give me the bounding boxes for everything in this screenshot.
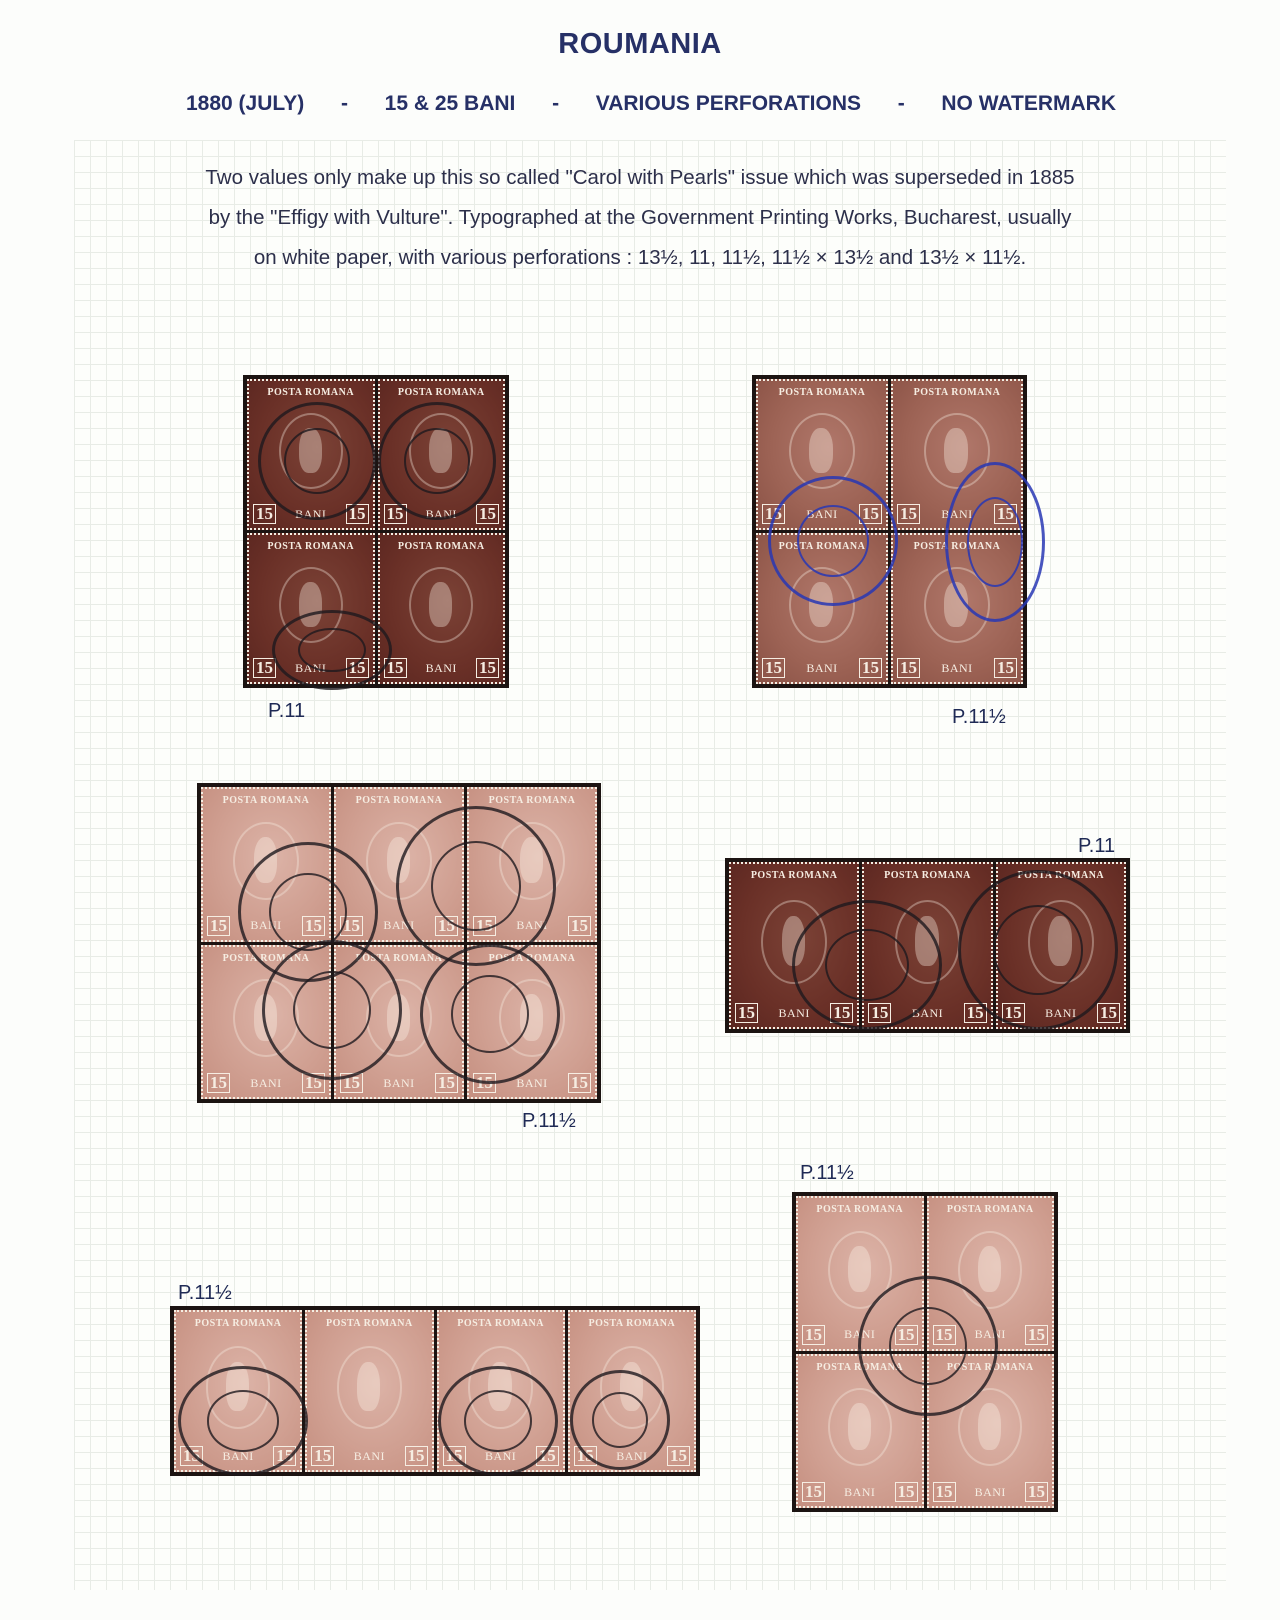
stamp-value-left: 15 [473, 1073, 496, 1093]
stamp-footer [380, 658, 504, 682]
stamp-currency: BANI [295, 506, 327, 521]
stamp-header: POSTA ROMANA [488, 952, 576, 964]
stamp-currency: BANI [295, 660, 327, 675]
stamp-footer [758, 658, 886, 682]
portrait-icon [499, 822, 565, 900]
portrait-icon [1028, 900, 1094, 985]
stamp-value-right: 15 [405, 1446, 428, 1466]
stamp-value-right: 15 [994, 504, 1017, 524]
stamp-footer [570, 1446, 694, 1470]
stamp-value-left: 15 [802, 1325, 825, 1345]
stamp-footer [380, 504, 504, 528]
stamp-header: POSTA ROMANA [816, 1204, 904, 1215]
stamp-value-right: 15 [568, 916, 591, 936]
perf-label-block-2: P.11½ [952, 706, 1006, 728]
stamp-header: POSTA ROMANA [488, 795, 576, 806]
stamp-footer [469, 916, 595, 940]
description-line: by the "Effigy with Vulture". Typographed at the Government Printing Works, Bucharest, usually [208, 206, 1072, 229]
stamp [756, 379, 888, 530]
stamp-value-right: 15 [476, 658, 499, 678]
stamp-value-left: 15 [340, 1073, 363, 1093]
stamp-footer [893, 658, 1021, 682]
stamp-footer [893, 504, 1021, 528]
stamp-currency: BANI [484, 1448, 517, 1463]
stamp-value-left: 15 [897, 658, 920, 678]
stamp-value-left: 15 [802, 1482, 825, 1502]
stamp-header: POSTA ROMANA [588, 1318, 676, 1329]
stamp-block-1 [243, 375, 509, 688]
stamp-currency: BANI [806, 660, 838, 675]
stamp-header: POSTA ROMANA [457, 1318, 544, 1329]
stamp-currency: BANI [250, 918, 282, 932]
stamp [378, 533, 506, 684]
portrait-icon [789, 413, 856, 489]
stamp [247, 533, 375, 684]
stamp [437, 1310, 565, 1472]
stamp-block-4 [725, 858, 1130, 1033]
stamp-value-right: 15 [302, 1073, 325, 1093]
stamp [467, 945, 597, 1100]
stamp-header: POSTA ROMANA [816, 1361, 904, 1373]
subtitle-separator: - [340, 92, 348, 115]
description-line: on white paper, with various perforations : 13½, 11, 11½, 11½ × 13½ and 13½ × 11½. [253, 246, 1027, 269]
stamp-currency: BANI [425, 660, 457, 675]
stamp-value-right: 15 [435, 1073, 458, 1093]
stamp-currency: BANI [425, 506, 457, 521]
stamp-header: POSTA ROMANA [750, 870, 838, 881]
stamp-value-left: 15 [762, 658, 785, 678]
stamp-value-right: 15 [1097, 1003, 1120, 1023]
portrait-icon [468, 1346, 533, 1428]
stamp-footer [336, 916, 462, 940]
subtitle-perforations: VARIOUS PERFORATIONS [595, 92, 862, 115]
stamp-header: POSTA ROMANA [397, 541, 485, 552]
stamp-header: POSTA ROMANA [913, 541, 1001, 552]
stamp-currency: BANI [383, 1075, 415, 1090]
stamp-value-right: 15 [830, 1003, 853, 1023]
stamp-footer [439, 1446, 563, 1470]
stamp-value-right: 15 [346, 658, 369, 678]
stamp [927, 1354, 1055, 1509]
stamp [756, 533, 888, 684]
stamp-value-left: 15 [384, 658, 407, 678]
stamp-value-left: 15 [897, 504, 920, 524]
stamp-value-right: 15 [964, 1003, 987, 1023]
stamp [796, 1196, 924, 1351]
stamp [996, 862, 1126, 1029]
perf-label-block-6: P.11½ [178, 1282, 232, 1304]
stamp-header: POSTA ROMANA [222, 952, 310, 964]
stamp-currency: BANI [844, 1327, 876, 1341]
stamp-currency: BANI [974, 1327, 1006, 1341]
stamp-currency: BANI [911, 1005, 944, 1020]
stamp-header: POSTA ROMANA [778, 541, 866, 552]
stamp-block-6 [170, 1306, 700, 1476]
stamp-value-left: 15 [207, 916, 230, 936]
stamp-header: POSTA ROMANA [884, 870, 971, 881]
portrait-icon [600, 1346, 665, 1428]
stamp-footer [798, 1482, 922, 1506]
subtitle-watermark: NO WATERMARK [941, 92, 1116, 115]
portrait-icon [279, 413, 343, 489]
stamp-value-left: 15 [933, 1482, 956, 1502]
portrait-icon [761, 900, 827, 985]
portrait-icon [958, 1388, 1022, 1466]
stamp-value-right: 15 [273, 1446, 296, 1466]
stamp-value-right: 15 [859, 504, 882, 524]
stamp-header: POSTA ROMANA [913, 387, 1001, 398]
perf-label-block-3: P.11½ [522, 1110, 576, 1132]
stamp-footer [864, 1003, 990, 1027]
stamp-footer [203, 916, 329, 940]
portrait-icon [366, 979, 432, 1057]
stamp-currency: BANI [353, 1448, 386, 1463]
stamp [891, 379, 1023, 530]
portrait-icon [366, 822, 432, 900]
portrait-icon [206, 1346, 271, 1428]
subtitle-year: 1880 (JULY) [186, 92, 305, 115]
page-title: ROUMANIA [558, 28, 722, 60]
stamp-footer [798, 1325, 922, 1349]
stamp [201, 945, 331, 1100]
stamp-value-right: 15 [536, 1446, 559, 1466]
stamp-footer [998, 1003, 1124, 1027]
stamp-header: POSTA ROMANA [222, 795, 310, 806]
subtitle-values: 15 & 25 BANI [384, 92, 516, 115]
stamp-currency: BANI [516, 918, 548, 932]
portrait-icon [499, 979, 565, 1057]
stamp-value-right: 15 [435, 916, 458, 936]
stamp [201, 787, 331, 942]
portrait-icon [924, 413, 991, 489]
stamp-header: POSTA ROMANA [355, 795, 443, 806]
stamp [891, 533, 1023, 684]
stamp-value-left: 15 [762, 504, 785, 524]
stamp-value-right: 15 [859, 658, 882, 678]
stamp-footer [929, 1325, 1053, 1349]
perf-label-block-4: P.11 [1078, 835, 1116, 857]
stamp-header: POSTA ROMANA [267, 387, 355, 398]
stamp [247, 379, 375, 530]
stamp [729, 862, 859, 1029]
subtitle-separator: - [897, 92, 905, 115]
stamp-block-2 [752, 375, 1027, 688]
stamp-currency: BANI [974, 1484, 1006, 1499]
stamp-value-right: 15 [895, 1482, 918, 1502]
stamp-value-left: 15 [868, 1003, 891, 1023]
stamp-value-right: 15 [346, 504, 369, 524]
stamp [334, 787, 464, 942]
stamp-currency: BANI [516, 1075, 548, 1090]
stamp-footer [203, 1073, 329, 1097]
stamp-currency: BANI [383, 918, 415, 932]
stamp-header: POSTA ROMANA [946, 1204, 1034, 1215]
stamp-currency: BANI [1045, 1005, 1077, 1020]
stamp-currency: BANI [222, 1448, 254, 1463]
stamp-header: POSTA ROMANA [946, 1361, 1034, 1373]
stamp-value-left: 15 [1002, 1003, 1025, 1023]
stamp-value-left: 15 [384, 504, 407, 524]
perf-label-block-5: P.11½ [800, 1162, 854, 1184]
stamp-value-left: 15 [933, 1325, 956, 1345]
stamp [378, 379, 506, 530]
stamp-currency: BANI [806, 506, 838, 521]
portrait-icon [337, 1346, 402, 1428]
stamp-value-left: 15 [180, 1446, 203, 1466]
stamp-currency: BANI [250, 1075, 282, 1090]
stamp-value-right: 15 [1025, 1325, 1048, 1345]
stamp-footer [469, 1073, 595, 1097]
stamp-currency: BANI [941, 660, 973, 675]
stamp-value-left: 15 [574, 1446, 597, 1466]
stamp [467, 787, 597, 942]
stamp-value-left: 15 [340, 916, 363, 936]
stamp-header: POSTA ROMANA [267, 541, 355, 552]
portrait-icon [958, 1231, 1022, 1309]
stamp [796, 1354, 924, 1509]
stamp-footer [929, 1482, 1053, 1506]
stamp-value-left: 15 [735, 1003, 758, 1023]
stamp-currency: BANI [778, 1005, 810, 1020]
stamp-value-right: 15 [568, 1073, 591, 1093]
stamp [568, 1310, 696, 1472]
stamp [334, 945, 464, 1100]
stamp-header: POSTA ROMANA [397, 387, 485, 398]
stamp-value-right: 15 [476, 504, 499, 524]
portrait-icon [279, 567, 343, 643]
stamp-value-left: 15 [253, 658, 276, 678]
stamp-value-right: 15 [667, 1446, 690, 1466]
description-paragraph [120, 158, 1160, 278]
stamp-currency: BANI [616, 1448, 648, 1463]
perf-label-block-1: P.11 [268, 700, 306, 722]
stamp-header: POSTA ROMANA [326, 1318, 413, 1329]
stamp-value-right: 15 [895, 1325, 918, 1345]
portrait-icon [828, 1231, 892, 1309]
stamp [174, 1310, 302, 1472]
portrait-icon [789, 567, 856, 643]
stamp-footer [307, 1446, 431, 1470]
stamp-currency: BANI [844, 1484, 876, 1499]
portrait-icon [409, 567, 473, 643]
stamp-header: POSTA ROMANA [194, 1318, 282, 1329]
stamp-footer [758, 504, 886, 528]
stamp-value-left: 15 [253, 504, 276, 524]
stamp-header: POSTA ROMANA [1017, 870, 1105, 881]
stamp-value-right: 15 [1025, 1482, 1048, 1502]
stamp-block-3 [197, 783, 601, 1103]
portrait-icon [233, 822, 299, 900]
stamp [305, 1310, 433, 1472]
stamp-footer [336, 1073, 462, 1097]
stamp-footer [731, 1003, 857, 1027]
stamp-value-left: 15 [311, 1446, 334, 1466]
stamp-block-5 [792, 1192, 1058, 1512]
page-subtitle [186, 92, 1116, 116]
portrait-icon [895, 900, 961, 985]
stamp [927, 1196, 1055, 1351]
stamp-footer [249, 658, 373, 682]
stamp-currency: BANI [941, 506, 973, 521]
stamp [862, 862, 992, 1029]
stamp-value-right: 15 [994, 658, 1017, 678]
stamp-value-right: 15 [302, 916, 325, 936]
stamp-value-left: 15 [443, 1446, 466, 1466]
stamp-value-left: 15 [473, 916, 496, 936]
portrait-icon [924, 567, 991, 643]
stamp-footer [176, 1446, 300, 1470]
stamp-header: POSTA ROMANA [778, 387, 866, 398]
portrait-icon [233, 979, 299, 1057]
stamp-header: POSTA ROMANA [355, 952, 443, 964]
description-line: Two values only make up this so called "Carol with Pearls" issue which was superseded in 1885 [205, 166, 1075, 189]
stamp-footer [249, 504, 373, 528]
stamp-value-left: 15 [207, 1073, 230, 1093]
portrait-icon [828, 1388, 892, 1466]
portrait-icon [409, 413, 473, 489]
subtitle-separator: - [552, 92, 560, 115]
